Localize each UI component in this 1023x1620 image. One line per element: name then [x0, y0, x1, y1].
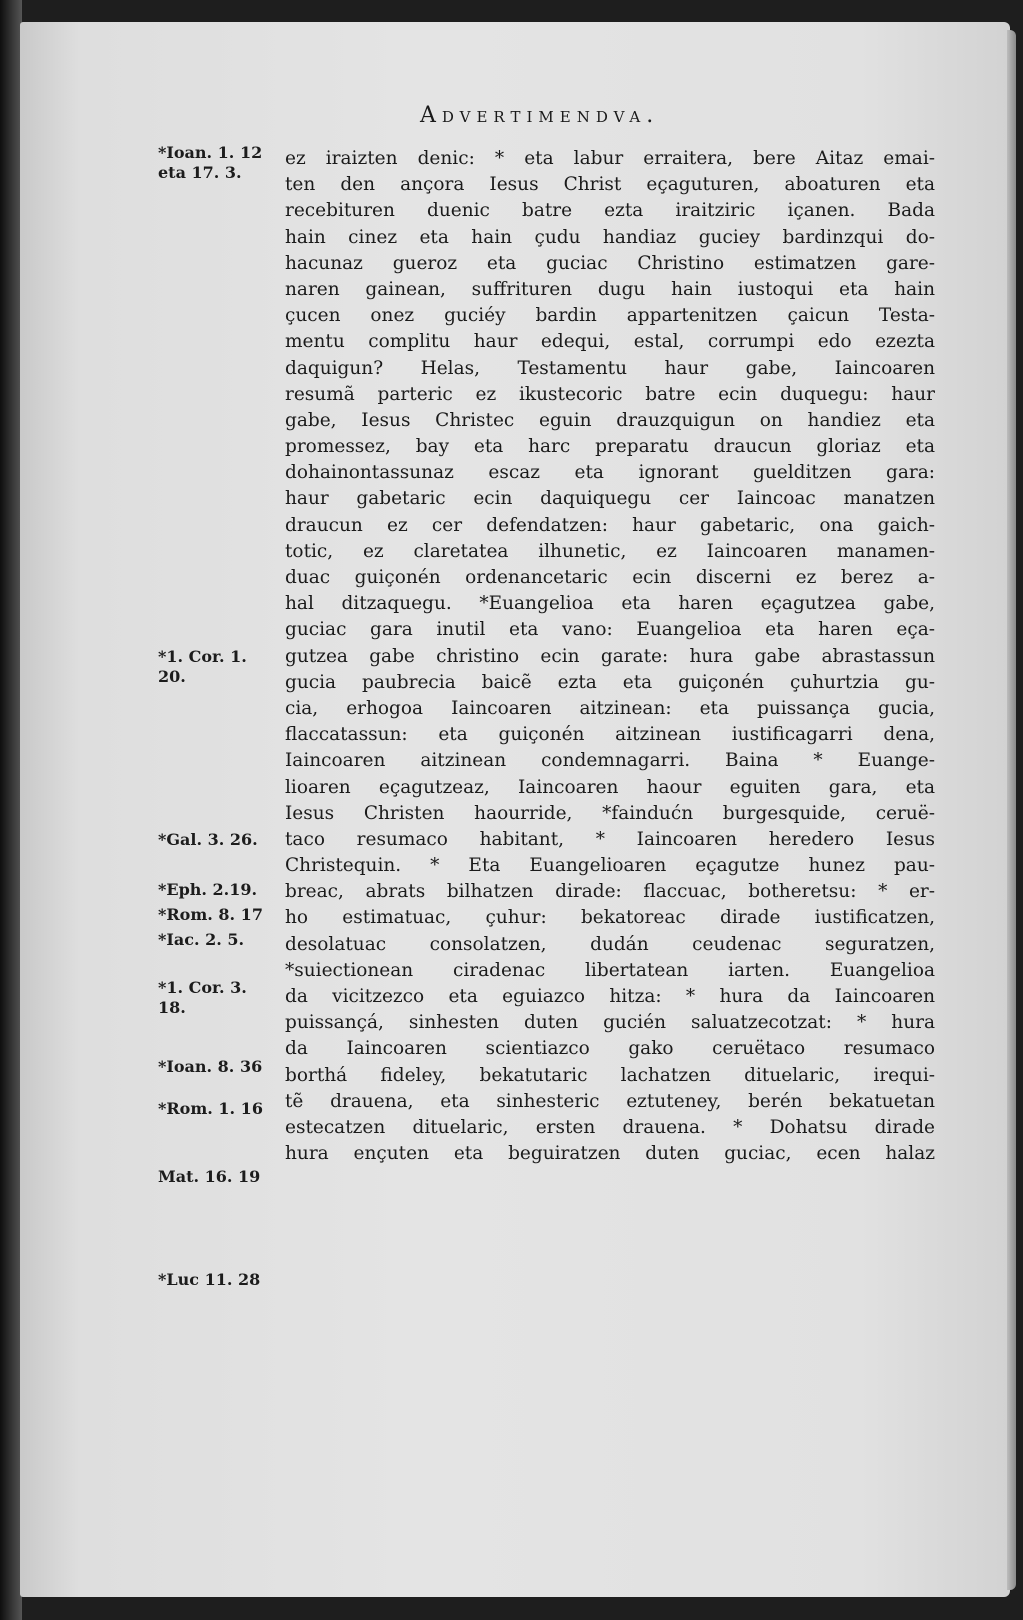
text-line: duac guiçonén ordenancetaric ecin discerni ez berez a- — [285, 567, 935, 588]
text-line: tẽ drauena, eta sinhesteric eztuteney, berén bekatuetan — [285, 1090, 935, 1112]
text-line: draucun ez cer defendatzen: haur gabetaric, ona gaich- — [285, 514, 935, 536]
margin-note-line: *Rom. 8. 17 — [158, 905, 263, 924]
margin-note-line: *Rom. 1. 16 — [158, 1099, 263, 1118]
text-line: flaccatassun: eta guiçonén aitzinean iustificagarri dena, — [285, 724, 935, 746]
margin-note-line: *1. Cor. 1. — [158, 647, 247, 666]
text-line: da Iaincoaren scientiazco gako ceruëtaco resumaco — [285, 1038, 935, 1060]
margin-note-line: 20. — [158, 667, 186, 686]
margin-note — [158, 1057, 262, 1077]
margin-note — [158, 930, 244, 950]
text-line: recebituren duenic batre ezta iraitziric içanen. Bada — [285, 200, 935, 222]
margin-note-line: 18. — [158, 998, 186, 1017]
text-line: ho estimatuac, çuhur: bekatoreac dirade iustificatzen, — [285, 907, 935, 929]
margin-note-line: *Eph. 2.19. — [158, 880, 258, 899]
margin-note-line: *1. Cor. 3. — [158, 978, 247, 997]
text-line: Iaincoaren aitzinean condemnagarri. Baina * Euange- — [285, 750, 935, 772]
body-text — [285, 146, 935, 1167]
margin-note-line: *Ioan. 1. 12 — [158, 143, 263, 162]
margin-note-line: *Iac. 2. 5. — [158, 930, 245, 949]
running-head: Advertimendva. — [420, 103, 660, 128]
text-line: resumã parteric ez ikustecoric batre ecin duquegu: haur — [285, 383, 935, 405]
margin-note — [158, 905, 263, 925]
text-line: naren gainean, suffrituren dugu hain iustoqui eta hain — [285, 278, 935, 300]
text-line: mentu complitu haur edequi, estal, corrumpi edo ezezta — [285, 331, 935, 353]
page-edge — [1007, 30, 1016, 1590]
text-line: cia, erhogoa Iaincoaren aitzinean: eta puissança gucia, — [285, 697, 935, 719]
text-line: hain cinez eta hain çudu handiaz guciey bardinzqui do- — [285, 226, 935, 248]
text-line: breac, abrats bilhatzen dirade: flaccuac, botheretsu: * er- — [285, 881, 935, 903]
margin-note — [158, 978, 247, 1018]
margin-note — [158, 1167, 260, 1187]
text-line: totic, ez claretatea ilhunetic, ez Iaincoaren manamen- — [285, 540, 935, 562]
text-line: estecatzen dituelaric, ersten drauena. * Dohatsu dirade — [285, 1116, 935, 1138]
text-line: Christequin. * Eta Euangelioaren eçagutze hunez pau- — [285, 855, 935, 877]
text-line: promessez, bay eta harc preparatu draucun gloriaz eta — [285, 436, 935, 458]
margin-note-line: eta 17. 3. — [158, 163, 242, 182]
margin-note-line: Mat. 16. 19 — [158, 1167, 261, 1186]
text-line: hal ditzaquegu. *Euangelioa eta haren eçagutzea gabe, — [285, 593, 935, 615]
text-line: gutzea gabe christino ecin garate: hura gabe abrastassun — [285, 645, 935, 667]
text-line: da vicitzezco eta eguiazco hitza: * hura da Iaincoaren — [285, 986, 935, 1007]
text-line: borthá fideley, bekatutaric lachatzen dituelaric, irequi- — [285, 1064, 935, 1086]
text-line: dohainontassunaz escaz eta ignorant guelditzen gara: — [285, 462, 935, 484]
margin-note — [158, 143, 262, 183]
text-line: guciac gara inutil eta vano: Euangelioa eta haren eça- — [285, 619, 935, 641]
text-line: daquigun? Helas, Testamentu haur gabe, Iaincoaren — [285, 357, 935, 379]
text-line: hura ençuten eta beguiratzen duten guciac, ecen halaz — [285, 1143, 935, 1165]
text-line: hacunaz gueroz eta guciac Christino estimatzen gare- — [285, 252, 935, 274]
text-line: gucia paubrecia baicẽ ezta eta guiçonén çuhurtzia gu- — [285, 671, 935, 693]
text-line: taco resumaco habitant, * Iaincoaren heredero Iesus — [285, 828, 935, 850]
margin-note-line: *Ioan. 8. 36 — [158, 1057, 263, 1076]
margin-note — [158, 647, 247, 687]
text-line: puissançá, sinhesten duten gucién saluatzecotzat: * hura — [285, 1012, 935, 1034]
margin-note-line: *Gal. 3. 26. — [158, 830, 258, 849]
margin-note — [158, 1099, 263, 1119]
text-line: haur gabetaric ecin daquiquegu cer Iaincoac manatzen — [285, 488, 935, 510]
text-line: Iesus Christen haourride, *faindućn burgesquide, ceruë- — [285, 802, 935, 824]
margin-note — [158, 880, 257, 900]
text-line: ten den ançora Iesus Christ eçaguturen, aboaturen eta — [285, 174, 935, 196]
text-line: *suiectionean ciradenac libertatean iarten. Euangelioa — [285, 959, 935, 981]
text-line: gabe, Iesus Christec eguin drauzquigun on handiez eta — [285, 409, 935, 431]
margin-note-line: *Luc 11. 28 — [158, 1270, 261, 1289]
text-line: lioaren eçagutzeaz, Iaincoaren haour eguiten gara, eta — [285, 776, 935, 798]
margin-note — [158, 1270, 260, 1290]
text-line: desolatuac consolatzen, dudán ceudenac seguratzen, — [285, 933, 935, 955]
text-line: çucen onez guciéy bardin appartenitzen çaicun Testa- — [285, 305, 935, 327]
book-spine — [0, 0, 22, 1620]
margin-note — [158, 830, 258, 850]
text-line: ez iraizten denic: * eta labur erraitera, bere Aitaz emai- — [285, 148, 935, 169]
